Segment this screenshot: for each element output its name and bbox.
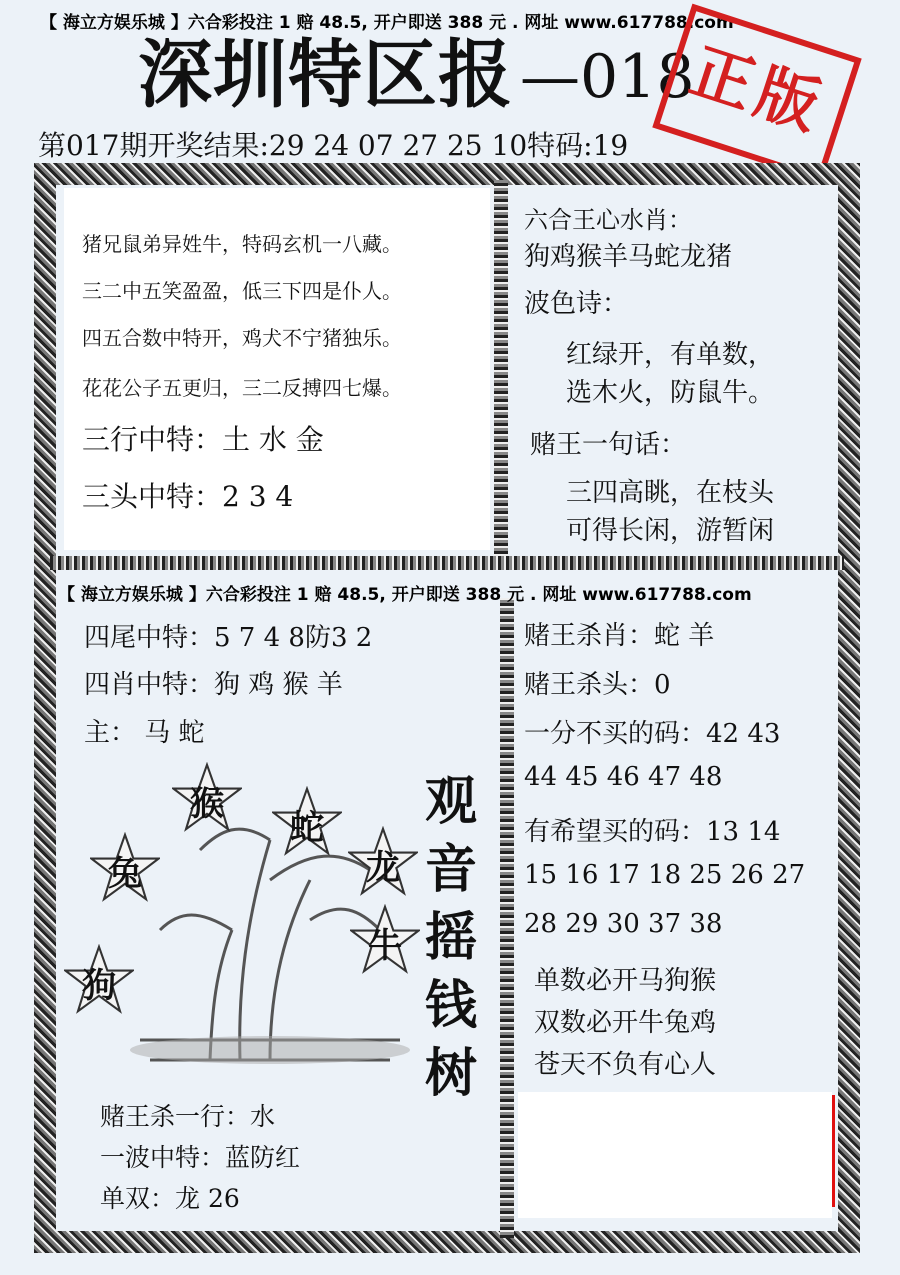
duwang-line: 三四高眺，在枝头 xyxy=(566,478,775,508)
sha-xiao: 赌王杀肖：蛇 羊 xyxy=(524,621,715,651)
bottom-divider xyxy=(500,598,514,1238)
sixiao-zhongte: 四肖中特：狗 鸡 猴 羊 xyxy=(84,670,343,700)
vertical-title-char: 观 xyxy=(424,771,477,832)
duwang-line: 可得长闲，游暂闲 xyxy=(566,516,775,546)
star-label: 狗 xyxy=(82,966,116,1006)
bu-mai-label: 一分不买的码：42 43 xyxy=(524,719,781,749)
sha-tou: 赌王杀头：0 xyxy=(524,670,671,700)
poem-line: 四五合数中特开，鸡犬不宁猪独乐。 xyxy=(82,326,402,350)
santou-zhongte: 三头中特：2 3 4 xyxy=(82,480,294,513)
red-marker-line xyxy=(832,1095,835,1207)
liuhe-label: 六合王心水肖： xyxy=(524,206,692,234)
poem-line: 三二中五笑盈盈，低三下四是仆人。 xyxy=(82,279,402,303)
vertical-title-char: 摇 xyxy=(424,907,477,968)
sanhang-zhongte: 三行中特：土 水 金 xyxy=(82,423,324,456)
siwei-zhongte: 四尾中特：5 7 4 8防3 2 xyxy=(84,623,373,653)
star-label: 猴 xyxy=(190,784,224,824)
note-line: 苍天不负有心人 xyxy=(534,1050,717,1080)
note-line: 双数必开牛兔鸡 xyxy=(534,1008,717,1038)
top-divider xyxy=(494,180,508,570)
star-label: 龙 xyxy=(366,848,400,888)
xi-wang-numbers: 15 16 17 18 25 26 27 xyxy=(524,860,806,890)
zhu-xiao: 主： 马 蛇 xyxy=(84,718,205,748)
ad-banner-top: 【 海立方娱乐城 】六合彩投注 1 赔 48.5, 开户即送 388 元 . 网址 www.617788.com xyxy=(40,13,734,33)
star-label: 蛇 xyxy=(290,808,324,848)
bose-label: 波色诗： xyxy=(524,289,629,319)
genuine-stamp: 正版 xyxy=(652,4,861,183)
duwang-label: 赌王一句话： xyxy=(530,430,687,460)
yi-bo-zhongte: 一波中特：蓝防红 xyxy=(100,1143,301,1172)
xi-wang-numbers: 28 29 30 37 38 xyxy=(524,909,723,939)
newspaper-title: 深圳特区报 xyxy=(138,32,513,118)
xi-wang-label: 有希望买的码：13 14 xyxy=(524,817,781,847)
middle-divider xyxy=(50,556,844,570)
bu-mai-numbers: 44 45 46 47 48 xyxy=(524,762,723,792)
bose-line: 红绿开，有单数， xyxy=(566,340,775,370)
vertical-title xyxy=(418,768,484,1108)
poem-line: 猪兄鼠弟异姓牛，特码玄机一八藏。 xyxy=(82,232,402,256)
sha-yi-xing: 赌王杀一行：水 xyxy=(100,1102,276,1131)
star-label: 牛 xyxy=(368,926,402,966)
liuhe-value: 狗鸡猴羊马蛇龙猪 xyxy=(524,242,733,272)
vertical-title-char: 钱 xyxy=(424,975,477,1036)
issue-number: —018 xyxy=(520,42,695,112)
poem-line: 花花公子五更归，三二反搏四七爆。 xyxy=(82,376,402,400)
bose-line: 选木火，防鼠牛。 xyxy=(566,378,775,408)
previous-result: 第017期开奖结果:29 24 07 27 25 10特码:19 xyxy=(38,129,629,162)
dan-shuang: 单双：龙 26 xyxy=(100,1184,240,1213)
ad-banner-middle: 【 海立方娱乐城 】六合彩投注 1 赔 48.5, 开户即送 388 元 . 网址 www.617788.com xyxy=(58,585,752,605)
note-line: 单数必开马狗猴 xyxy=(534,966,717,996)
star-label: 兔 xyxy=(108,854,142,894)
vertical-title-char: 音 xyxy=(424,839,477,900)
blank-panel xyxy=(518,1092,832,1218)
vertical-title-char: 树 xyxy=(424,1043,477,1104)
